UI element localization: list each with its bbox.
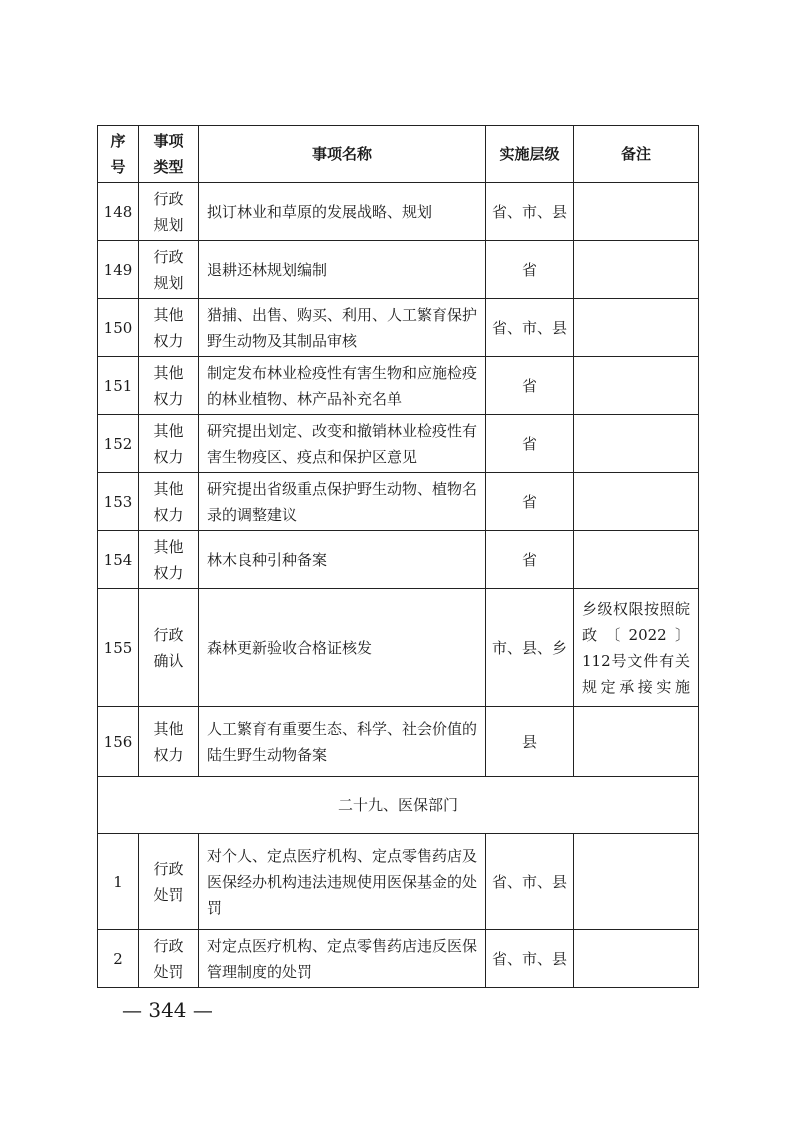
- cell-remarks: [574, 299, 699, 357]
- cell-serial-number: 1: [98, 834, 139, 930]
- table-header-row: [98, 126, 699, 183]
- header-implementation-level: 实施层级: [486, 126, 574, 183]
- table-row: [98, 357, 699, 415]
- cell-implementation-level: 省、市、县: [486, 834, 574, 930]
- cell-item-type: 行政 确认: [139, 589, 199, 707]
- cell-serial-number: 149: [98, 241, 139, 299]
- cell-item-name: 对个人、定点医疗机构、定点零售药店及医保经办机构违法违规使用医保基金的处罚: [199, 834, 486, 930]
- header-item-name: 事项名称: [199, 126, 486, 183]
- table-row: [98, 415, 699, 473]
- cell-serial-number: 154: [98, 531, 139, 589]
- cell-item-name: 拟订林业和草原的发展战略、规划: [199, 183, 486, 241]
- cell-item-name: 林木良种引种备案: [199, 531, 486, 589]
- header-item-type: 事项 类型: [139, 126, 199, 183]
- cell-serial-number: 150: [98, 299, 139, 357]
- cell-item-type: 其他 权力: [139, 531, 199, 589]
- cell-item-name: 猎捕、出售、购买、利用、人工繁育保护野生动物及其制品审核: [199, 299, 486, 357]
- cell-remarks: [574, 834, 699, 930]
- cell-implementation-level: 省: [486, 241, 574, 299]
- cell-remarks: [574, 531, 699, 589]
- cell-item-type: 其他 权力: [139, 473, 199, 531]
- cell-item-type: 其他 权力: [139, 299, 199, 357]
- cell-implementation-level: 市、县、乡: [486, 589, 574, 707]
- table-row: [98, 834, 699, 930]
- cell-implementation-level: 省、市、县: [486, 930, 574, 988]
- cell-implementation-level: 省、市、县: [486, 299, 574, 357]
- cell-item-name: 退耕还林规划编制: [199, 241, 486, 299]
- cell-remarks: [574, 183, 699, 241]
- cell-serial-number: 148: [98, 183, 139, 241]
- cell-remarks: [574, 473, 699, 531]
- cell-serial-number: 153: [98, 473, 139, 531]
- cell-remarks: [574, 707, 699, 777]
- table-row: [98, 241, 699, 299]
- table-row: [98, 183, 699, 241]
- cell-item-type: 其他 权力: [139, 357, 199, 415]
- cell-implementation-level: 省: [486, 357, 574, 415]
- table-row: [98, 589, 699, 707]
- page-number: — 344 —: [122, 998, 213, 1022]
- cell-remarks: 乡级权限按照皖政〔2022〕112号文件有关规定承接实施: [574, 589, 699, 707]
- cell-implementation-level: 省: [486, 531, 574, 589]
- header-serial-number: 序 号: [98, 126, 139, 183]
- cell-item-name: 人工繁育有重要生态、科学、社会价值的陆生野生动物备案: [199, 707, 486, 777]
- cell-serial-number: 156: [98, 707, 139, 777]
- cell-serial-number: 2: [98, 930, 139, 988]
- section-title: 二十九、医保部门: [98, 777, 699, 834]
- policy-items-table: [97, 125, 699, 988]
- table-row: [98, 473, 699, 531]
- cell-item-type: 其他 权力: [139, 415, 199, 473]
- cell-remarks: [574, 930, 699, 988]
- cell-serial-number: 151: [98, 357, 139, 415]
- cell-implementation-level: 省: [486, 473, 574, 531]
- cell-item-type: 其他 权力: [139, 707, 199, 777]
- header-remarks: 备注: [574, 126, 699, 183]
- cell-serial-number: 152: [98, 415, 139, 473]
- cell-item-type: 行政 处罚: [139, 834, 199, 930]
- cell-implementation-level: 省: [486, 415, 574, 473]
- cell-item-name: 研究提出划定、改变和撤销林业检疫性有害生物疫区、疫点和保护区意见: [199, 415, 486, 473]
- cell-item-type: 行政 处罚: [139, 930, 199, 988]
- cell-remarks: [574, 241, 699, 299]
- cell-implementation-level: 省、市、县: [486, 183, 574, 241]
- table-row: [98, 299, 699, 357]
- cell-serial-number: 155: [98, 589, 139, 707]
- table-row: [98, 531, 699, 589]
- cell-implementation-level: 县: [486, 707, 574, 777]
- cell-item-name: 对定点医疗机构、定点零售药店违反医保管理制度的处罚: [199, 930, 486, 988]
- cell-item-type: 行政 规划: [139, 183, 199, 241]
- cell-remarks: [574, 357, 699, 415]
- cell-item-name: 森林更新验收合格证核发: [199, 589, 486, 707]
- cell-remarks: [574, 415, 699, 473]
- section-row: [98, 777, 699, 834]
- cell-item-name: 制定发布林业检疫性有害生物和应施检疫的林业植物、林产品补充名单: [199, 357, 486, 415]
- cell-item-name: 研究提出省级重点保护野生动物、植物名录的调整建议: [199, 473, 486, 531]
- table-row: [98, 707, 699, 777]
- cell-item-type: 行政 规划: [139, 241, 199, 299]
- table-row: [98, 930, 699, 988]
